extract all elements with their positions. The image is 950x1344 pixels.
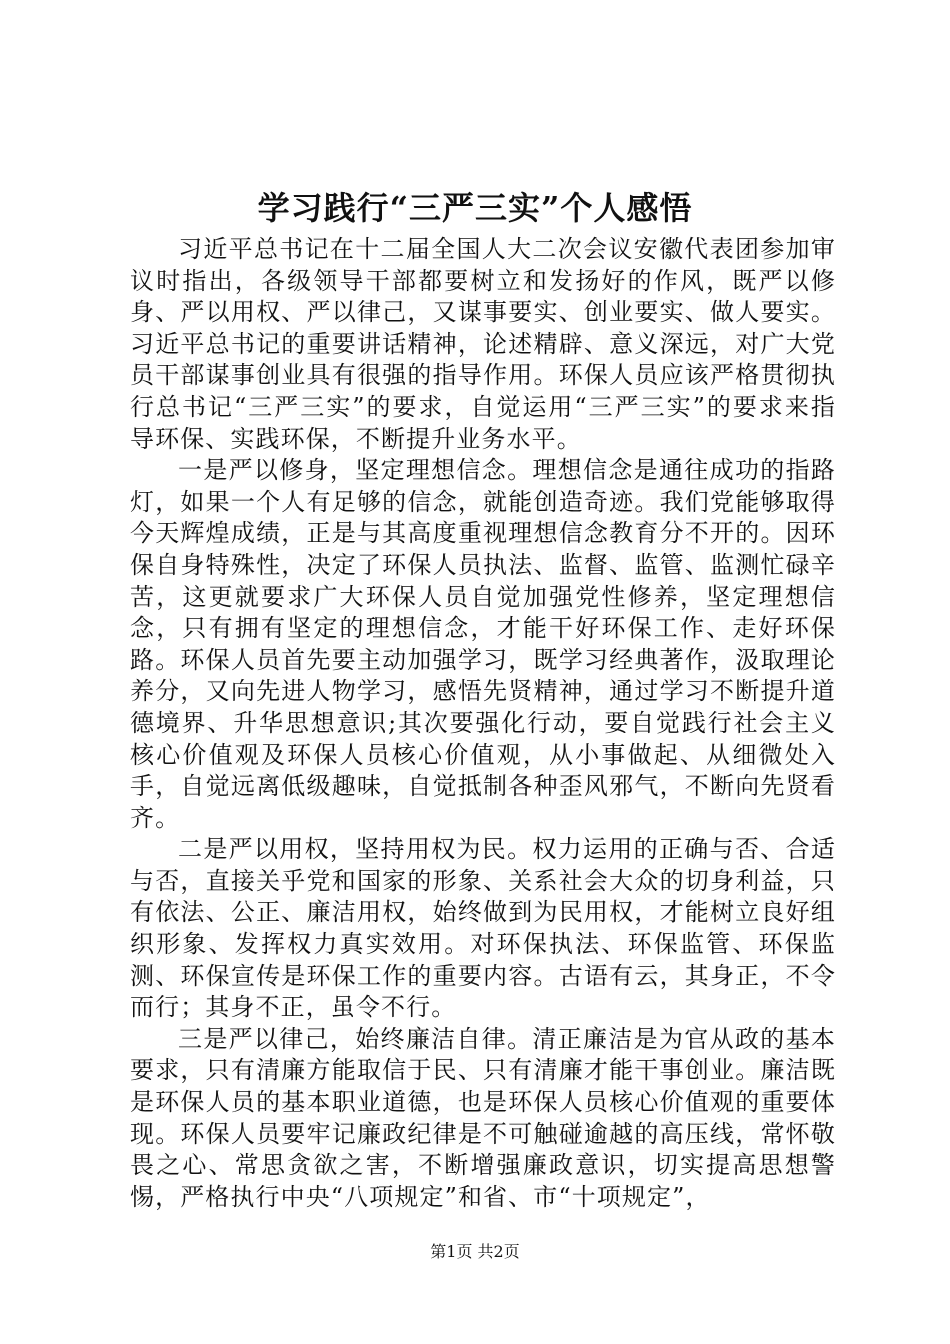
paragraph-intro: 习近平总书记在十二届全国人大二次会议安徽代表团参加审议时指出，各级领导干部都要树立和发扬好的作风，既严以修身、严以用权、严以律己，又谋事要实、创业要实、做人要实。习近平总书记的重要讲话精神，论述精辟、意义深远，对广大党员干部谋事创业具有很强的指导作用。环保人员应该严格贯彻执行总书记“三严三实”的要求，自觉运用“三严三实”的要求来指导环保、实践环保，不断提升业务水平。 xyxy=(130,235,836,453)
document-body xyxy=(130,234,836,1213)
page-footer: 第1页 共2页 xyxy=(430,1242,520,1261)
paragraph-self-discipline: 三是严以律己，始终廉洁自律。清正廉洁是为官从政的基本要求，只有清廉方能取信于民、只有清廉才能干事创业。廉洁既是环保人员的基本职业道德，也是环保人员核心价值观的重要体现。环保人员要牢记廉政纪律是不可触碰逾越的高压线，常怀敬畏之心、常思贪欲之害，不断增强廉政意识，切实提高思想警惕，严格执行中央“八项规定”和省、市“十项规定”， xyxy=(130,1024,836,1211)
paragraph-self-cultivation: 一是严以修身，坚定理想信念。理想信念是通往成功的指路灯，如果一个人有足够的信念，就能创造奇迹。我们党能够取得今天辉煌成绩，正是与其高度重视理想信念教育分不开的。因环保自身特殊性，决定了环保人员执法、监督、监管、监测忙碌辛苦，这更就要求广大环保人员自觉加强党性修养，坚定理想信念，只有拥有坚定的理想信念，才能干好环保工作、走好环保路。环保人员首先要主动加强学习，既学习经典著作，汲取理论养分，又向先进人物学习，感悟先贤精神，通过学习不断提升道德境界、升华思想意识;其次要强化行动，要自觉践行社会主义核心价值观及环保人员核心价值观，从小事做起、从细微处入手，自觉远离低级趣味，自觉抵制各种歪风邪气，不断向先贤看齐。 xyxy=(130,456,836,832)
paragraph-use-of-power: 二是严以用权，坚持用权为民。权力运用的正确与否、合适与否，直接关乎党和国家的形象、关系社会大众的切身利益，只有依法、公正、廉洁用权，始终做到为民用权，才能树立良好组织形象、发挥权力真实效用。对环保执法、环保监管、环保监测、环保宣传是环保工作的重要内容。古语有云，其身正，不令而行；其身不正，虽令不行。 xyxy=(130,835,836,1022)
document-title: 学习践行“三严三实”个人感悟 xyxy=(257,189,693,227)
